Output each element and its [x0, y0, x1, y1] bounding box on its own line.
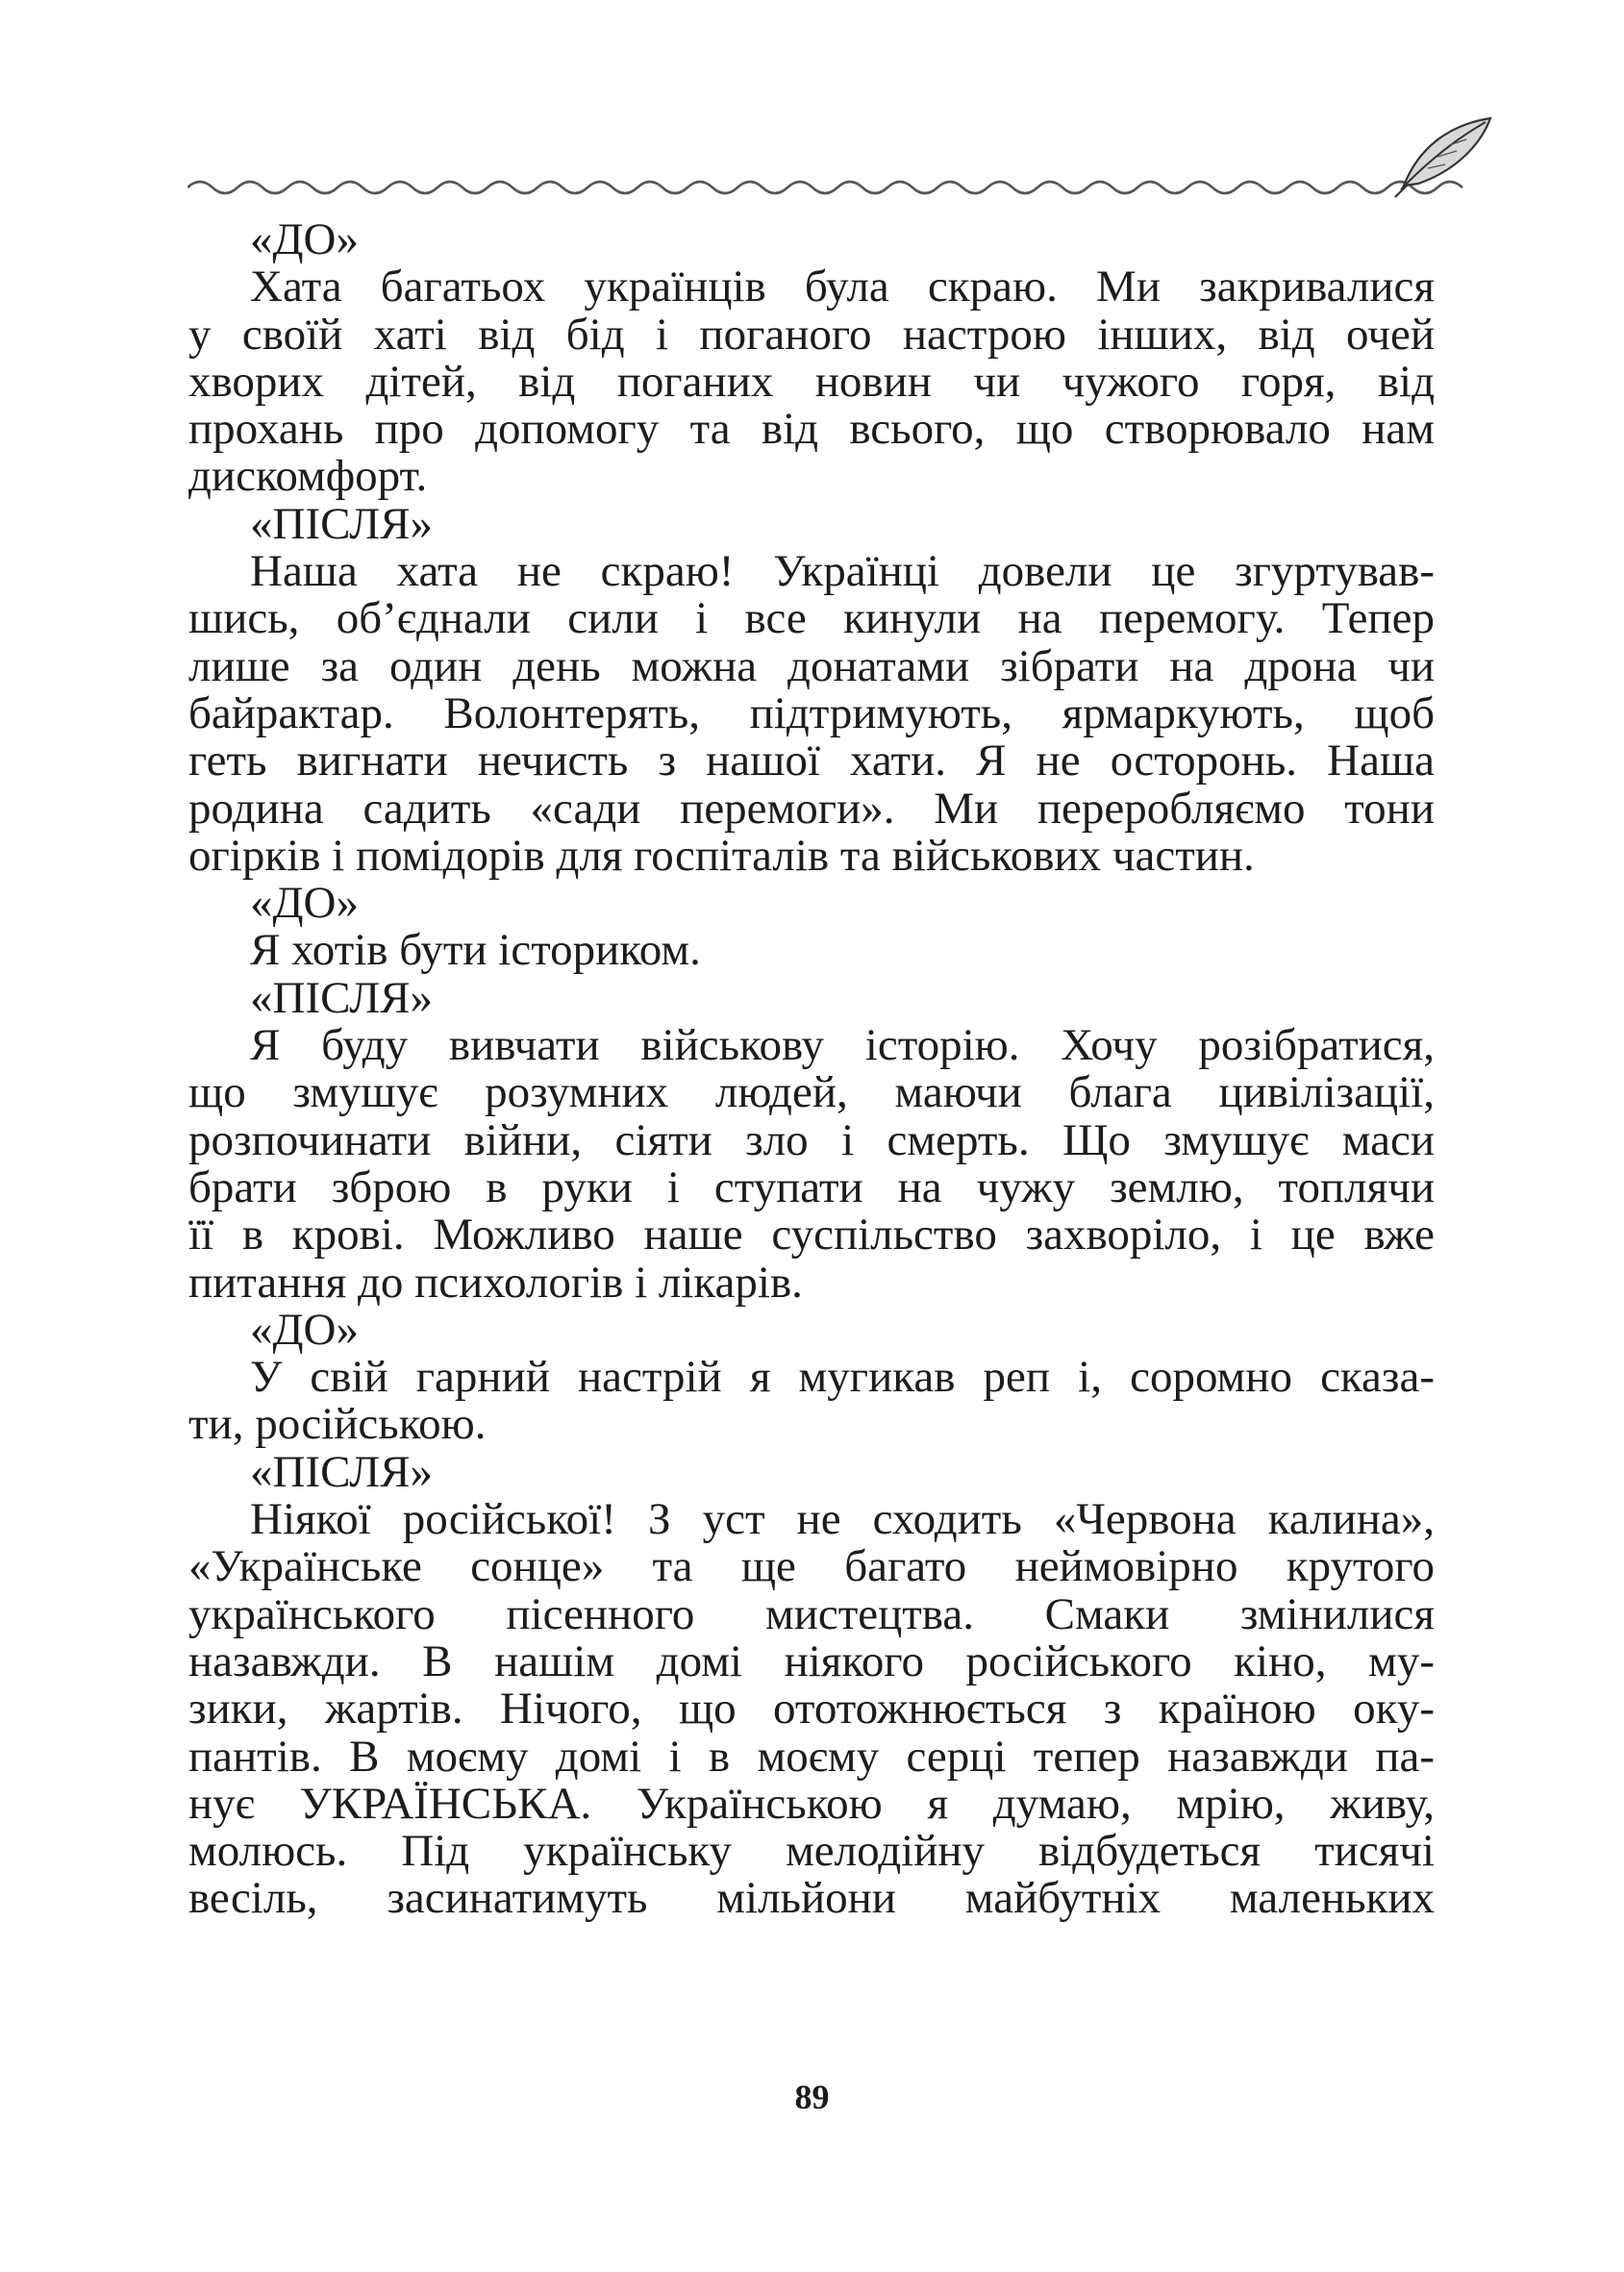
text-line: назавжди. В нашім домі ніякого російського кіно, му- [188, 1635, 1435, 1686]
text-line: Наша хата не скраю! Українці довели це згуртував- [250, 546, 1435, 597]
text-line: ти, російською. [188, 1399, 487, 1450]
text-line: дискомфорт. [188, 451, 428, 502]
text-line: українського пісенного мистецтва. Смаки змінилися [188, 1588, 1435, 1639]
text-line: «ПІСЛЯ» [250, 498, 433, 549]
text-line: пантів. В моєму домі і в моєму серці тепер назавжди па- [188, 1731, 1435, 1782]
text-line: «Українське сонце» та ще багато неймовірно крутого [188, 1541, 1435, 1592]
text-line: «ПІСЛЯ» [250, 1446, 433, 1497]
text-line: родина садить «сади перемоги». Ми переробляємо тони [188, 783, 1435, 834]
text-line: байрактар. Волонтерять, підтримують, ярмаркують, щоб [188, 687, 1435, 738]
text-line: шись, об’єднали сили і все кинули на перемогу. Тепер [188, 593, 1435, 644]
text-line: Я буду вивчати військову історію. Хочу розібратися, [250, 1020, 1435, 1071]
feather-icon [1395, 118, 1490, 197]
text-line: зики, жартів. Нічого, що ототожнюється з країною оку- [188, 1684, 1435, 1735]
text-line: Хата багатьох українців була скраю. Ми закривалися [250, 262, 1435, 312]
page-number: 89 [794, 2078, 830, 2116]
text-line: Я хотів бути істориком. [250, 925, 701, 976]
text-line: «ДО» [250, 214, 360, 264]
text-line: її в крові. Можливо наше суспільство захворіло, і це вже [188, 1210, 1435, 1261]
text-line: нує УКРАЇНСЬКА. Українською я думаю, мрію, живу, [188, 1778, 1435, 1829]
wave-line [187, 182, 1462, 193]
text-line: питання до психологів і лікарів. [188, 1257, 803, 1308]
text-line: «ДО» [250, 1304, 360, 1355]
text-line: «ДО» [250, 878, 360, 929]
text-line: брати зброю в руки і ступати на чужу землю, топлячи [188, 1161, 1435, 1212]
text-line: «ПІСЛЯ» [250, 972, 433, 1023]
text-line: прохань про допомогу та від всього, що створювало нам [188, 404, 1435, 455]
text-line: що змушує розумних людей, маючи блага цивілізації, [188, 1067, 1435, 1118]
text-line: У свій гарний настрій я мугикав реп і, соромно сказа- [250, 1352, 1435, 1403]
text-line: у своїй хаті від бід і поганого настрою інших, від очей [188, 309, 1435, 360]
text-line: огірків і помідорів для госпіталів та військових частин. [188, 830, 1255, 881]
text-line: лише за один день можна донатами зібрати на дрона чи [188, 640, 1435, 691]
body-text [188, 216, 1435, 1923]
wave-divider-with-feather [187, 111, 1495, 202]
text-line: хворих дітей, від поганих новин чи чужого горя, від [188, 356, 1435, 407]
text-line: Ніякої російської! З уст не сходить «Червона калина», [250, 1494, 1435, 1545]
text-line: молюсь. Під українську мелодійну відбудеться тисячі [188, 1826, 1435, 1877]
text-line: весіль, засинатимуть мільйони майбутніх маленьких [188, 1873, 1435, 1924]
text-line: розпочинати війни, сіяти зло і смерть. Що змушує маси [188, 1114, 1435, 1165]
text-line: геть вигнати нечисть з нашої хати. Я не осторонь. Наша [188, 736, 1435, 786]
